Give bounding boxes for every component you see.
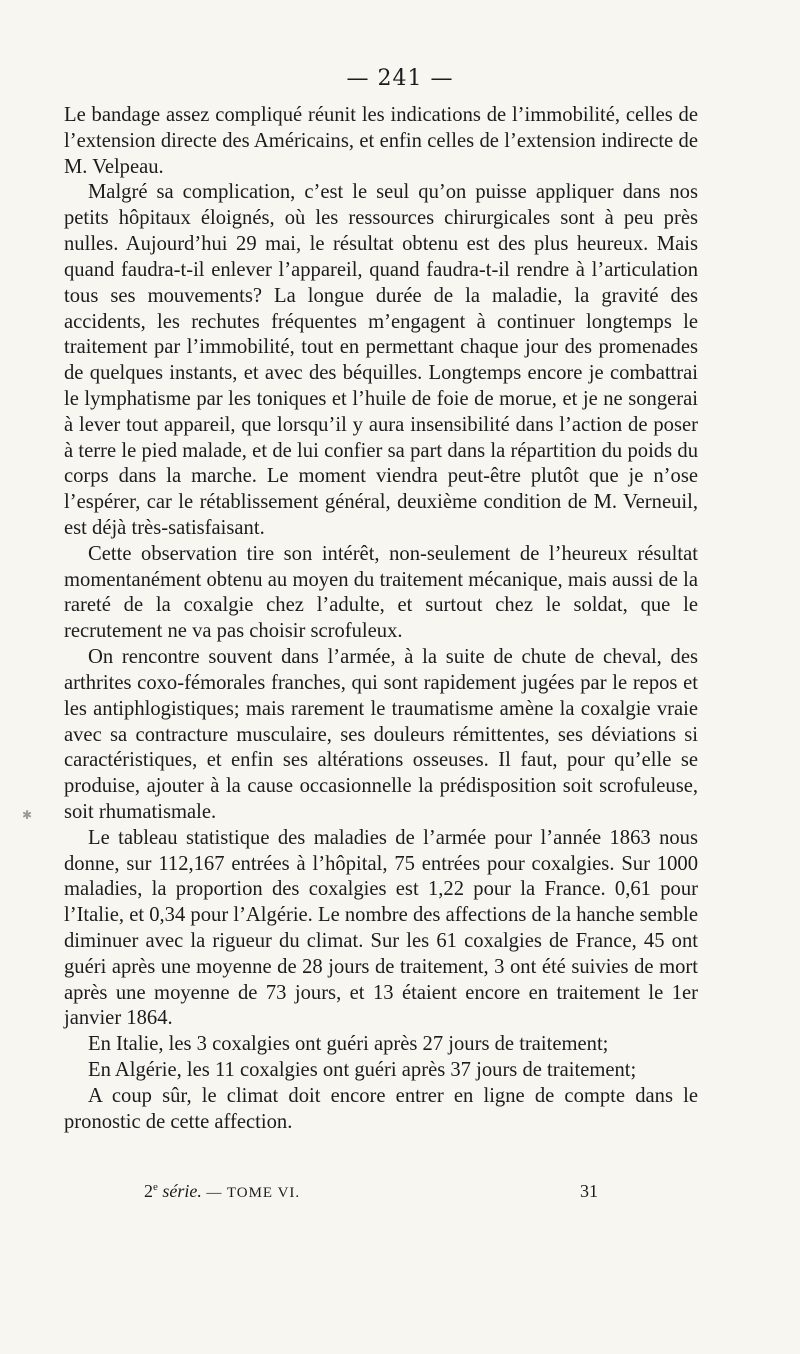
sheet-number: 31 xyxy=(580,1181,598,1201)
paragraph-4: On rencontre souvent dans l’armée, à la suite de chute de cheval, des arthrites coxo-fémorales franches, qui sont rapidement jugées par le repos et les antiphlogistiques; mais rarement le traumatisme amène la coxalgie vraie avec sa contracture musculaire, ses douleurs rémittentes, ses déviations si caractéristiques, et enfin ses altérations osseuses. Il faut, pour qu’elle se produise, ajouter à la cause occasionnelle la prédisposition soit scrofuleuse, soit rhumatismale. xyxy=(64,646,698,823)
paragraph-8: A coup sûr, le climat doit encore entrer en ligne de compte dans le pronostic de cette affection. xyxy=(64,1084,698,1133)
ink-speck-mark: ✱ xyxy=(22,808,33,822)
series-word: série. xyxy=(162,1181,202,1201)
series-superscript: e xyxy=(153,1181,158,1193)
paragraph-1: Le bandage assez compliqué réunit les indications de l’immobilité, celles de l’extension directe des Américains, et enfin celles de l’extension indirecte de M. Velpeau. xyxy=(64,104,698,178)
tome-label: — TOME VI. xyxy=(206,1185,301,1201)
series-number: 2 xyxy=(144,1181,153,1201)
signature-mark xyxy=(144,1181,300,1202)
paragraph-6: En Italie, les 3 coxalgies ont guéri après 27 jours de traitement; xyxy=(88,1033,609,1056)
paragraph-7: En Algérie, les 11 coxalgies ont guéri après 37 jours de traitement; xyxy=(88,1059,637,1082)
paragraph-3: Cette observation tire son intérêt, non-seulement de l’heureux résultat momentanément obtenu au moyen du traitement mécanique, mais aussi de la rareté de la coxalgie chez l’adulte, et surtout chez le soldat, que le recrutement ne va pas choisir scrofuleux. xyxy=(64,542,698,643)
paragraph-2: Malgré sa complication, c’est le seul qu’on puisse appliquer dans nos petits hôpitaux éloignés, où les ressources chirurgicales sont à peu près nulles. Aujourd’hui 29 mai, le résultat obtenu est des plus heureux. Mais quand faudra-t-il enlever l’appareil, quand faudra-t-il rendre à l’articulation tous ses mouvements? La longue durée de la maladie, la gravité des accidents, les rechutes fréquentes m’engagent à continuer longtemps le traitement par l’immobilité, tout en permettant chaque jour des promenades de quelques instants, et avec des béquilles. Longtemps encore je combattrai le lymphatisme par les toniques et l’huile de foie de morue, et je ne songerai à lever tout appareil, que lorsqu’il y aura insensibilité dans l’action de poser à terre le pied malade, et de lui confier sa part dans la répartition du poids du corps dans la marche. Le moment viendra peut-être plutôt que je n’ose l’espérer, car le rétablissement général, deuxième condition de M. Verneuil, est déjà très-satisfaisant. xyxy=(64,181,698,539)
paragraph-5: Le tableau statistique des maladies de l’armée pour l’année 1863 nous donne, sur 112,167 entrées à l’hôpital, 75 entrées pour coxalgies. Sur 1000 maladies, la proportion des coxalgies est 1,22 pour la France. 0,61 pour l’Italie, et 0,34 pour l’Algérie. Le nombre des affections de la hanche semble diminuer avec la rigueur du climat. Sur les 61 coxalgies de France, 45 ont guéri après une moyenne de 28 jours de traitement, 3 ont été suivies de mort après une moyenne de 73 jours, et 13 étaient encore en traitement le 1er janvier 1864. xyxy=(64,826,698,1030)
page-body xyxy=(64,103,698,1136)
page-number-header: — 241 — xyxy=(346,66,454,91)
